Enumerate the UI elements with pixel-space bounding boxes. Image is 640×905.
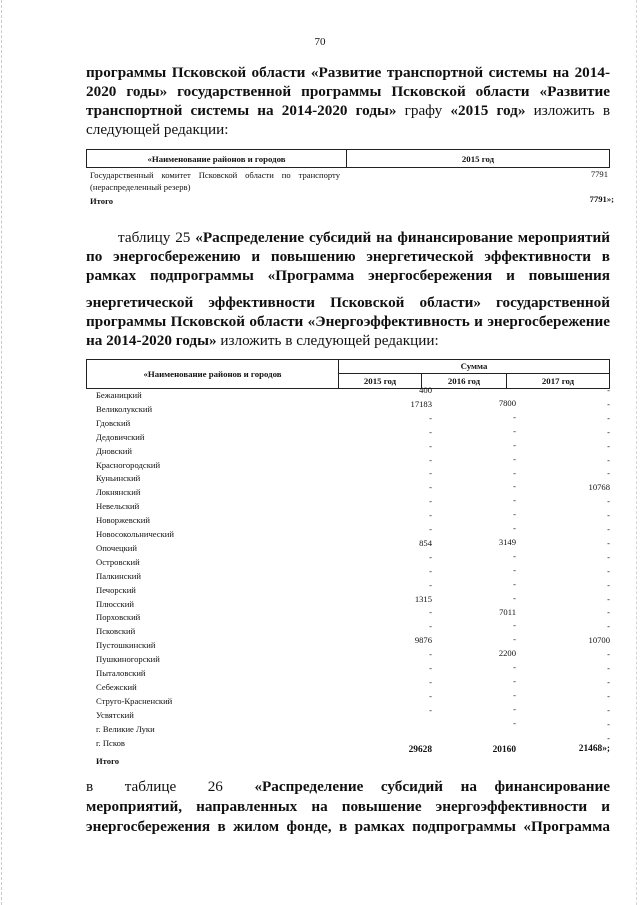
table-energy-row-name: Порховский	[96, 612, 141, 623]
table-transport-header	[86, 149, 610, 168]
table-energy-cell-v2017: -	[607, 412, 610, 423]
table-energy-cell-v2017: -	[607, 551, 610, 562]
table-energy-cell-v2016: -	[513, 634, 516, 645]
table-energy-cell-v2016: -	[513, 620, 516, 631]
table-energy-cell-v2015: 17183	[410, 398, 432, 409]
table-energy-row-name: Усвятский	[96, 709, 134, 720]
paragraph-energy	[86, 293, 610, 350]
paragraph-transport-bold: программы Псковской области «Развитие транспортной системы на 2014-2020 годы» государственной программы Псковской области «Развитие транспортной системы на 2014-2020 годы»	[86, 64, 610, 119]
table-energy-cell-v2016: -	[513, 703, 516, 714]
table-energy-cell-v2017: -	[607, 524, 610, 534]
table-energy-cell-v2016: -	[513, 495, 516, 506]
table-energy-cell-v2017: 10768	[588, 482, 610, 493]
table-energy-cell-v2015: -	[429, 510, 432, 521]
table-transport-org-value: 7791	[590, 169, 608, 179]
paragraph-table25	[86, 228, 610, 285]
table-energy-cell-v2016: 3149	[498, 537, 516, 547]
table-energy-cell-v2015: -	[429, 454, 432, 465]
table-energy-cell-v2015: -	[429, 621, 432, 632]
table-energy-cell-v2016: -	[513, 676, 516, 686]
table-energy-row-name: Дновский	[96, 445, 132, 456]
table-energy-cell-v2015: -	[429, 649, 432, 660]
table-energy-cell-v2017: -	[607, 426, 610, 437]
table-energy-cell-v2016: -	[513, 592, 516, 603]
table-energy-row-name: Палкинский	[96, 570, 141, 581]
table-energy-row-name: Новоржевский	[96, 515, 150, 526]
table-energy-cell-v2017: -	[607, 676, 610, 687]
paragraph-table26-bold: «Распределение субсидий на финансирование мероприятий, направленных на повышение энергоэффективности и энергосбережения в жилом фонде, в рамках подпрограммы «Программа	[86, 778, 610, 835]
table-energy-row-name: Красногородский	[96, 459, 161, 470]
scan-edge-right	[636, 0, 638, 905]
table-energy-row-name: Невельский	[96, 501, 140, 512]
table-energy-row-name: Себежский	[96, 681, 137, 692]
table-transport	[86, 149, 614, 206]
table-energy-cell-v2015: -	[429, 579, 432, 590]
table-energy-cell-v2017: -	[607, 565, 610, 576]
table-energy-row-name: Пустошкинский	[96, 640, 156, 651]
table-energy-header-2016: 2016 год	[422, 374, 507, 388]
table-energy-cell-v2016: -	[513, 453, 516, 464]
paragraph-transport	[86, 63, 610, 139]
table-energy-cell-v2017: -	[607, 398, 610, 409]
table-energy-cell-v2016: -	[513, 509, 516, 520]
table-energy-cell-v2016: -	[513, 523, 516, 534]
table-energy-cell-v2015: -	[429, 440, 432, 451]
table-energy-total-2016: 20160	[492, 745, 516, 755]
paragraph-energy-tail: изложить в следующей редакции:	[216, 332, 439, 349]
table-energy-cell-v2016: -	[513, 564, 516, 575]
table-energy-cell-v2015: -	[429, 524, 432, 534]
table-energy-cell-v2015: -	[429, 663, 432, 673]
table-energy-cell-v2016: -	[513, 550, 516, 561]
table-energy-row-name: Струго-Красненский	[96, 695, 173, 706]
table-energy-cell-v2016: -	[513, 425, 516, 436]
table-energy-cell-v2017: -	[607, 593, 610, 604]
table-energy-cell-v2015: -	[429, 551, 432, 562]
paragraph-table26-lead: в таблице 26	[86, 778, 255, 795]
table-energy-row-name: Псковский	[96, 626, 136, 637]
table-energy-cell-v2015: -	[429, 704, 432, 715]
table-energy-cell-v2017: 10700	[588, 635, 610, 646]
table-energy-cell-v2017: -	[607, 690, 610, 701]
table-energy-cell-v2015: -	[429, 676, 432, 687]
table-energy-cell-v2017: -	[607, 621, 610, 632]
table-energy-cell-v2016: -	[513, 662, 516, 673]
table-energy-total-label: Итого	[96, 756, 120, 766]
table-energy-cell-v2016: 7011	[499, 606, 516, 617]
table-energy-cell-v2016: -	[513, 481, 516, 492]
table-energy-cell-v2017: -	[607, 579, 610, 590]
table-energy-cell-v2015: -	[429, 690, 432, 701]
table-energy-cell-v2017: -	[607, 704, 610, 715]
table-energy-row-name: Плюсский	[96, 598, 134, 609]
paragraph-table26	[86, 777, 610, 837]
table-energy-cell-v2015: -	[429, 565, 432, 576]
table-energy-row-name: Локнянский	[96, 487, 141, 498]
table-energy-total-2017: 21468»;	[578, 744, 610, 754]
table-energy	[86, 359, 610, 766]
table-energy-total-2015: 29628	[408, 745, 432, 755]
table-energy-cell-v2017: -	[607, 385, 610, 395]
table-energy-row-name: Печорский	[96, 584, 136, 595]
paragraph-transport-year: «2015 год»	[450, 102, 526, 119]
table-energy-header-2017: 2017 год	[541, 376, 575, 386]
table-energy-cell-v2015: 9876	[414, 635, 432, 646]
table-energy-row-name: Великолукский	[96, 403, 153, 414]
table-energy-header-2015: 2015 год	[339, 374, 422, 388]
table-energy-row-name: Бежаницкий	[96, 390, 142, 400]
table-energy-cell-v2016: 2200	[498, 648, 516, 659]
table-energy-cell-v2017: -	[607, 496, 610, 507]
table-energy-cell-v2015: 400	[419, 385, 432, 395]
table-energy-header-sum: Сумма	[339, 360, 609, 374]
table-energy-cell-v2016: -	[513, 578, 516, 589]
paragraph-transport-tail: изложить в следующей редакции:	[86, 102, 611, 138]
table-energy-cell-v2017: -	[607, 718, 610, 729]
table-energy-cell-v2017: -	[607, 732, 610, 743]
table-transport-total-value: 7791»;	[589, 194, 614, 204]
table-energy-row-name: Гдовский	[96, 417, 131, 428]
table-energy-cell-v2016: -	[513, 689, 516, 700]
table-energy-cell-v2015: -	[429, 607, 432, 618]
table-energy-row-name: Пушкиногорский	[96, 654, 160, 665]
table-energy-cell-v2017: -	[607, 649, 610, 660]
table-energy-cell-v2017: -	[607, 537, 610, 548]
table-energy-cell-v2016: -	[513, 717, 516, 728]
paragraph-table25-bold: «Распределение субсидий на финансирование мероприятий по энергосбережению и повышению энергетической эффективности в рамках подпрограммы «Программа энергосбережения и повышения	[86, 229, 610, 284]
table-energy-cell-v2017: -	[607, 468, 610, 479]
table-energy-row-name: Дедовичский	[96, 431, 145, 442]
paragraph-table25-lead: таблицу 25	[118, 229, 196, 246]
table-energy-cell-v2016: -	[513, 411, 516, 422]
paragraph-energy-bold: энергетической эффективности Псковской области» государственной программы Псковской области «Энергоэффективность и энергосбережение на 2014-2020 годы»	[86, 294, 610, 349]
table-energy-cell-v2016: -	[513, 467, 516, 478]
table-transport-header-year: 2015 год	[461, 153, 495, 164]
table-energy-cell-v2016: -	[513, 439, 516, 450]
table-energy-row-name: Новосокольнический	[96, 529, 174, 539]
table-energy-cell-v2015: -	[429, 426, 432, 437]
table-energy-cell-v2015: -	[429, 482, 432, 493]
page-number: 70	[314, 36, 326, 48]
table-energy-row-name: Куньинский	[96, 473, 141, 484]
table-energy-row-name: г. Псков	[96, 737, 125, 748]
table-transport-org: Государственный комитет Псковской области по транспорту (нераспределенный резерв)	[90, 170, 340, 192]
table-energy-row-name: г. Великие Луки	[96, 723, 155, 734]
table-energy-cell-v2017: -	[607, 510, 610, 521]
paragraph-transport-mid: графу	[396, 102, 451, 119]
table-energy-cell-v2015: 854	[419, 537, 432, 548]
table-energy-cell-v2017: -	[607, 440, 610, 451]
table-energy-cell-v2015: -	[429, 468, 432, 479]
table-energy-cell-v2016: 7800	[498, 398, 516, 408]
table-energy-cell-v2017: -	[607, 663, 610, 673]
table-energy-cell-v2015: 1315	[414, 593, 432, 604]
table-energy-header	[86, 359, 610, 389]
table-energy-cell-v2015: -	[429, 496, 432, 507]
table-energy-header-name: «Наименование районов и городов	[87, 360, 339, 388]
table-energy-cell-v2017: -	[607, 607, 610, 618]
scan-edge-left	[1, 0, 3, 905]
table-energy-row-name: Островский	[96, 556, 140, 567]
table-transport-total-label: Итого	[90, 196, 114, 206]
table-transport-header-name: «Наименование районов и городов	[87, 150, 347, 167]
table-energy-cell-v2015: -	[429, 412, 432, 423]
table-energy-row-name: Пыталовский	[96, 668, 146, 678]
table-energy-cell-v2017: -	[607, 454, 610, 465]
table-energy-row-name: Опочецкий	[96, 542, 137, 553]
